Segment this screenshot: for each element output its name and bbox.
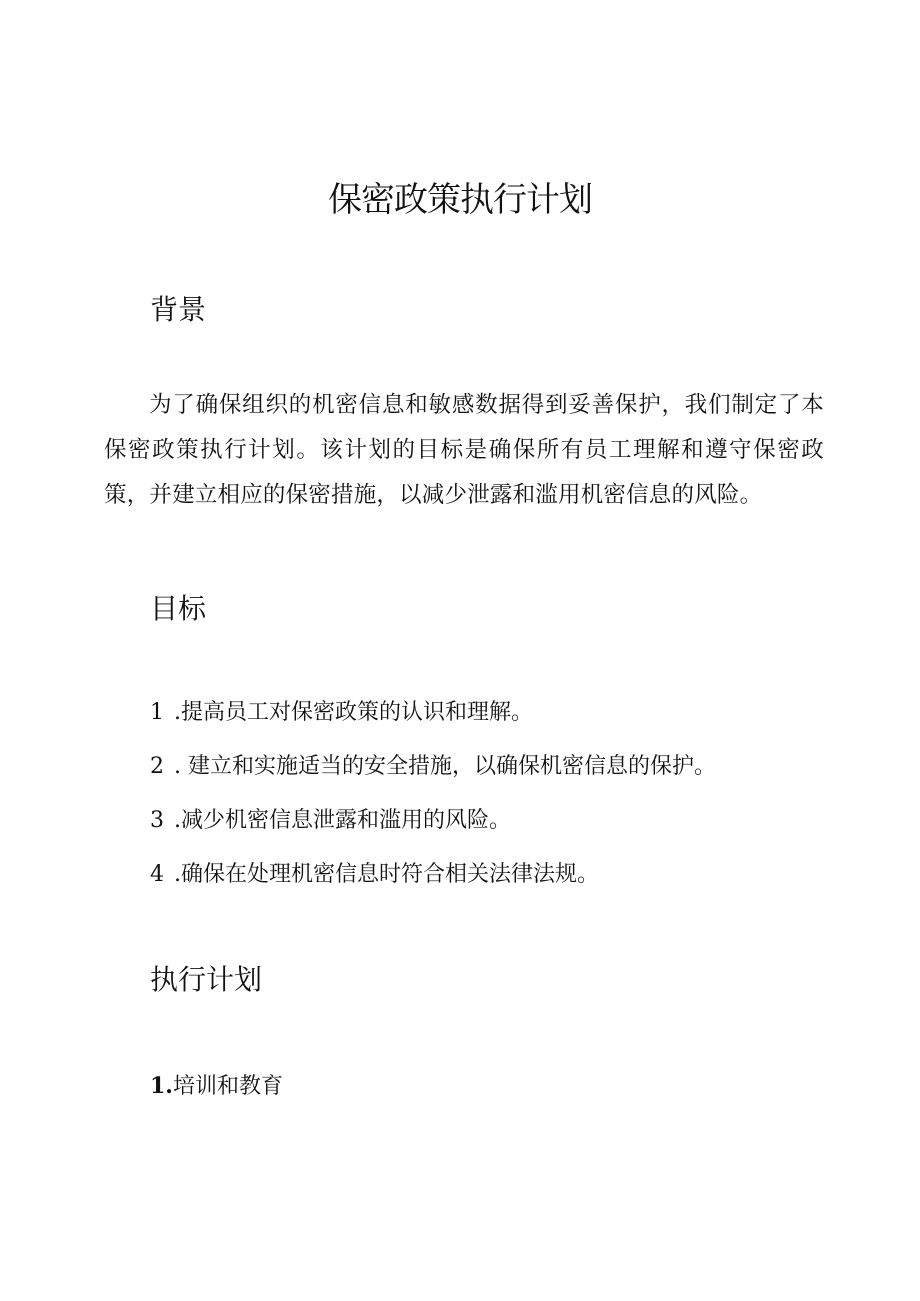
goal-text: . 建立和实施适当的安全措施，以确保机密信息的保护。 — [174, 754, 716, 779]
goal-number: 2 — [150, 754, 164, 779]
goal-text: .提高员工对保密政策的认识和理解。 — [174, 700, 533, 725]
goal-text: .确保在处理机密信息时符合相关法律法规。 — [174, 862, 599, 887]
section-heading-goals: 目标 — [150, 592, 207, 625]
background-paragraph: 为了确保组织的机密信息和敏感数据得到妥善保护，我们制定了本保密政策执行计划。该计划的目标是确保所有员工理解和遵守保密政策，并建立相应的保密措施，以减少泄露和滥用机密信息的风险。 — [104, 392, 824, 508]
goal-item-4 — [150, 848, 716, 902]
goal-number: 3 — [150, 808, 164, 833]
goal-number: 1 — [150, 700, 164, 725]
goal-number: 4 — [150, 862, 164, 887]
subheading-label: 培训和教育 — [172, 1074, 283, 1099]
document-title: 保密政策执行计划 — [328, 180, 592, 220]
section-heading-background: 背景 — [150, 293, 207, 326]
goal-item-2 — [150, 740, 716, 794]
section-heading-plan: 执行计划 — [150, 963, 263, 996]
goals-list — [150, 686, 716, 902]
goal-item-3 — [150, 794, 716, 848]
goal-item-1 — [150, 686, 716, 740]
goal-text: .减少机密信息泄露和滥用的风险。 — [174, 808, 511, 833]
subheading-number: 1. — [150, 1073, 173, 1099]
plan-subheading-training — [150, 1068, 283, 1105]
